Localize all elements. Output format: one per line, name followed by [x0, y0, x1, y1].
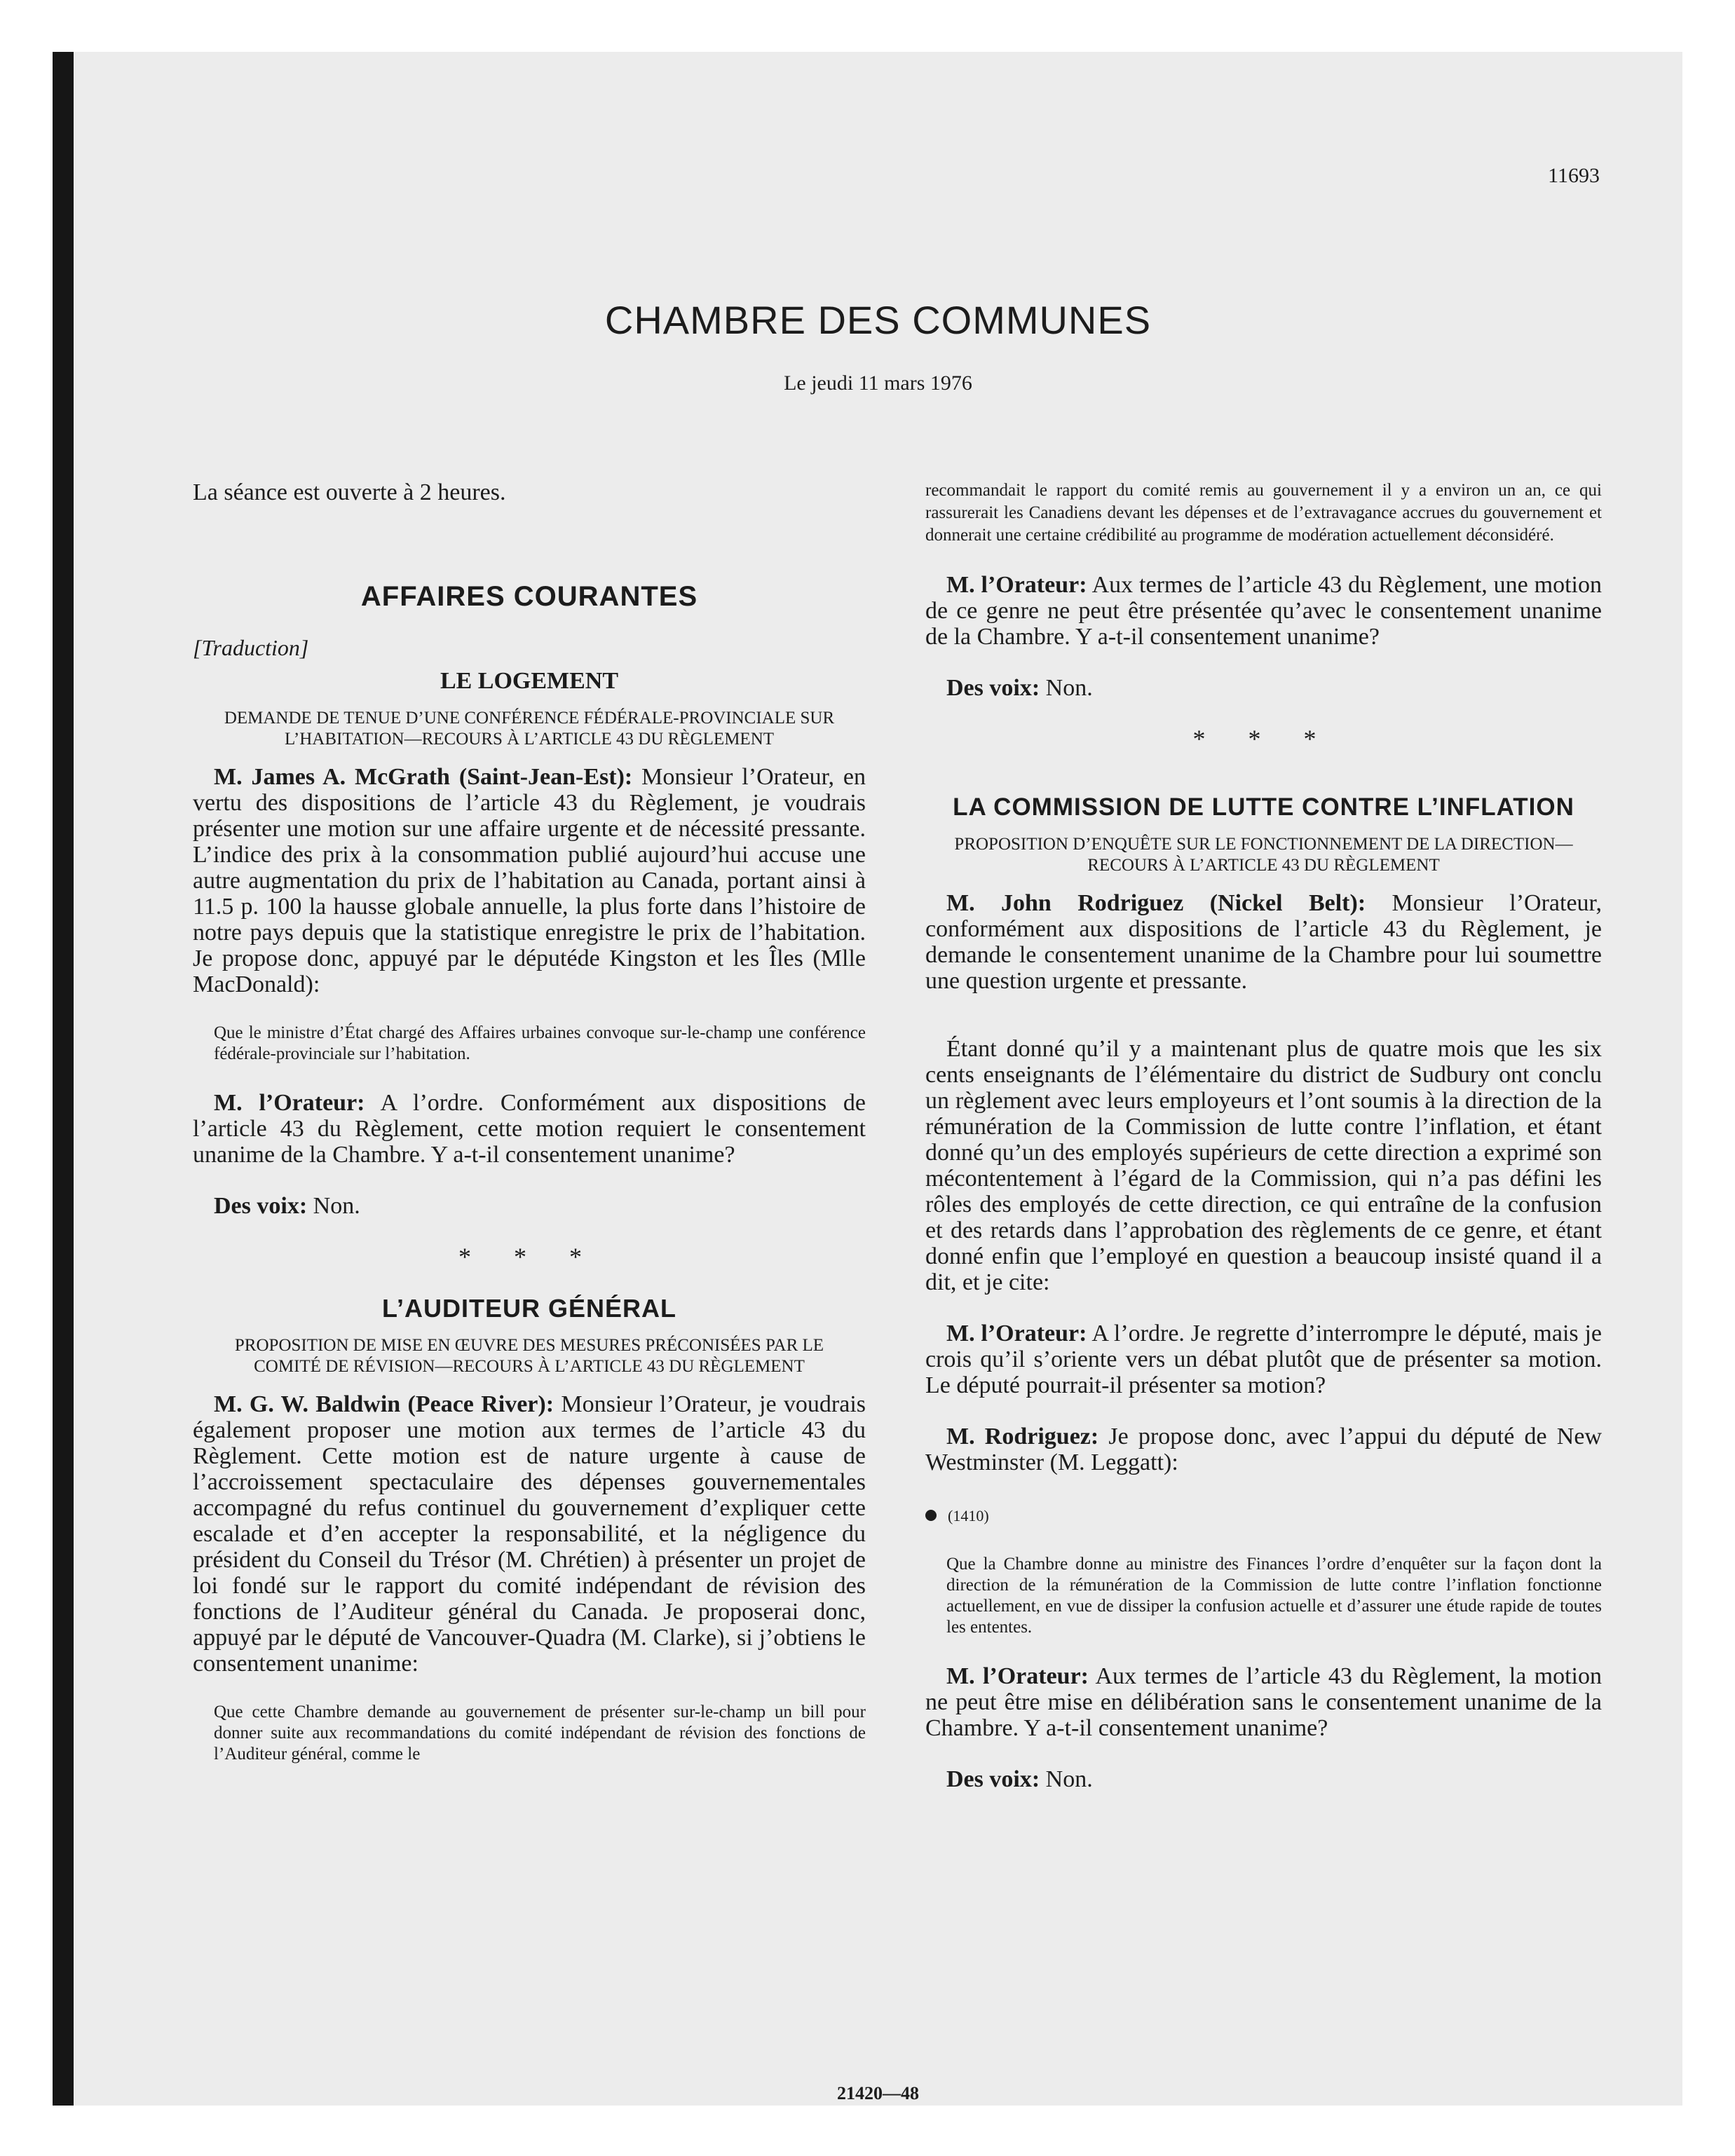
speech-text: Monsieur l’Orateur, conformément aux dispositions de l’article 43 du Règlement, je demande le consentement unanime de la Chambre pour lui soumettre une question urgente et pressante. — [925, 890, 1603, 994]
speech-text: Non. — [313, 1193, 360, 1219]
opening-line: La séance est ouverte à 2 heures. — [193, 479, 506, 505]
translation-note: [Traduction] — [193, 635, 309, 660]
sitting-date: Le jeudi 11 mars 1976 — [784, 371, 972, 395]
section-separator: * * * — [458, 1243, 600, 1271]
speaker-name: M. G. W. Baldwin (Peace River): — [214, 1391, 554, 1417]
speaker-name: Des voix: — [946, 1766, 1040, 1792]
right-column — [925, 479, 1602, 1792]
time-marker-row — [925, 1501, 1602, 1529]
page-number: 11693 — [1548, 164, 1600, 187]
speech-text: A l’ordre. Je regrette d’interrompre le député, mais je crois qu’il s’oriente vers un débat plutôt que de présenter sa motion. Le député pourrait-il présenter sa motion? — [925, 1321, 1602, 1398]
speaker-name: M. Rodriguez: — [946, 1424, 1099, 1449]
section-separator: * * * — [1192, 725, 1335, 753]
topic-title-logement: LE LOGEMENT — [440, 668, 619, 694]
orateur-speech-1 — [193, 1090, 866, 1168]
speech-text: Monsieur l’Orateur, en vertu des dispositions de l’article 43 du Règlement, je voudrais présenter une motion sur une affaire urgente et de nécessité pressante. L’indice des prix à la consommation publié aujourd’hui accuse une autre augmentation du prix de l’habitation au Canada, portant ainsi à 11.5 p. 100 la hausse globale annuelle, la plus forte dans l’histoire de notre pays depuis que la statistique enregistre le prix de l’habitation. Je propose donc, appuyé par le députéde Kingston et les Îles (Mlle MacDonald): — [193, 764, 866, 997]
topic-subtitle-logement: DEMANDE DE TENUE D’UNE CONFÉRENCE FÉDÉRALE-PROVINCIALE SUR L’HABITATION—RECOURS À L’ARTICLE 43 DU RÈGLEMENT — [224, 709, 835, 749]
speech-text: Je propose donc, avec l’appui du député de New Westminster (M. Leggatt): — [925, 1424, 1602, 1475]
speaker-name: M. l’Orateur: — [946, 1321, 1087, 1346]
speech-text: Monsieur l’Orateur, je voudrais également proposer une motion aux termes de l’article 43 du Règlement. Cette motion est de nature urgente à cause de l’accroissement spectaculaire des dépenses gouvernementales accompagné du refus continuel du gouvernement d’expliquer cette escalade et d’en accepter la responsabilité, et la négligence du président du Conseil du Trésor (M. Chrétien) à présenter un projet de loi fondé sur le rapport du comité indépendant de révision des fonctions de l’Auditeur général du Canada. Je proposerai donc, appuyé par le député de Vancouver-Quadra (M. Clarke), si j’obtiens le consentement unanime: — [193, 1391, 866, 1677]
mcgrath-speech — [193, 764, 866, 997]
bullet-icon — [925, 1510, 937, 1521]
footer-code: 21420—48 — [837, 2083, 919, 2103]
speaker-name: Des voix: — [214, 1193, 308, 1219]
document-page — [53, 52, 1682, 2106]
page-title: CHAMBRE DES COMMUNES — [604, 298, 1152, 342]
speaker-name: Des voix: — [946, 675, 1040, 701]
mcgrath-motion: Que le ministre d’État chargé des Affaires urbaines convoque sur-le-champ une conférence fédérale-provinciale sur l’habitation. — [214, 1023, 866, 1063]
orateur-speech-2 — [925, 572, 1602, 650]
rodriguez-speech — [925, 890, 1602, 994]
baldwin-motion-continued: recommandait le rapport du comité remis au gouvernement il y a environ un an, ce qui rassurerait les Canadiens devant les dépenses et de l’extravagance accrues du gouvernement et donnerait une certaine crédibilité au programme de modération actuellement déconsidéré. — [925, 481, 1602, 545]
speaker-name: M. l’Orateur: — [214, 1090, 365, 1116]
rodriguez-speech-2 — [925, 1424, 1602, 1475]
speaker-name: M. John Rodriguez (Nickel Belt): — [946, 890, 1366, 916]
topic-title-auditeur: L’AUDITEUR GÉNÉRAL — [381, 1294, 676, 1323]
rodriguez-motion: Que la Chambre donne au ministre des Finances l’ordre d’enquêter sur la façon dont la direction de la rémunération de la Commission de lutte contre l’inflation fonctionne actuellement, en vue de dissiper la confusion actuelle et d’assurer une étude rapide de toutes les ententes. — [946, 1555, 1602, 1637]
voices-reply-3 — [925, 1766, 1602, 1792]
orateur-speech-3 — [925, 1321, 1602, 1398]
speech-text: Aux termes de l’article 43 du Règlement, la motion ne peut être mise en délibération sans le consentement unanime de la Chambre. Y a-t-il consentement unanime? — [925, 1663, 1602, 1741]
time-marker: (1410) — [948, 1507, 989, 1524]
voices-reply-1 — [193, 1193, 866, 1219]
topic-subtitle-commission: PROPOSITION D’ENQUÊTE SUR LE FONCTIONNEMENT DE LA DIRECTION—RECOURS À L’ARTICLE 43 DU RÈGLEMENT — [954, 835, 1573, 875]
speaker-name: M. James A. McGrath (Saint-Jean-Est): — [214, 764, 633, 790]
speaker-name: M. l’Orateur: — [946, 572, 1087, 598]
speech-text: Non. — [1045, 675, 1093, 701]
baldwin-motion: Que cette Chambre demande au gouvernement de présenter sur-le-champ un bill pour donner suite aux recommandations du comité indépendant de révision des fonctions de l’Auditeur général, comme le — [214, 1703, 866, 1763]
rodriguez-paragraph-2: Étant donné qu’il y a maintenant plus de quatre mois que les six cents enseignants de l’élémentaire du district de Sudbury ont conclu un règlement avec leurs employeurs et l’ont soumis à la direction de la rémunération de la Commission de lutte contre l’inflation, et étant donné qu’un des employés supérieurs de cette direction a exprimé son mécontentement à l’égard de la Commission, qui n’a pas défini les rôles des employés de cette direction, ce qui entraîne de la confusion et des retards dans l’approbation des règlements de ce genre, et étant donné enfin que l’employé en question a beaucoup insisté quand il a dit, et je cite: — [925, 1036, 1602, 1295]
speech-text: A l’ordre. Conformément aux dispositions de l’article 43 du Règlement, cette motion requiert le consentement unanime de la Chambre. Y a-t-il consentement unanime? — [193, 1090, 866, 1168]
speech-text: Non. — [1045, 1766, 1093, 1792]
topic-title-commission: LA COMMISSION DE LUTTE CONTRE L’INFLATION — [953, 793, 1574, 821]
section-title-affaires-courantes: AFFAIRES COURANTES — [360, 581, 698, 612]
speech-text: Aux termes de l’article 43 du Règlement, une motion de ce genre ne peut être présentée qu’avec le consentement unanime de la Chambre. Y a-t-il consentement unanime? — [925, 572, 1602, 650]
orateur-speech-4 — [925, 1663, 1602, 1741]
voices-reply-2 — [925, 675, 1602, 701]
speaker-name: M. l’Orateur: — [946, 1663, 1089, 1689]
topic-subtitle-auditeur: PROPOSITION DE MISE EN ŒUVRE DES MESURES PRÉCONISÉES PAR LE COMITÉ DE RÉVISION—RECOURS À L’ARTICLE 43 DU RÈGLEMENT — [234, 1336, 824, 1376]
left-column — [193, 479, 866, 1765]
baldwin-speech — [193, 1391, 866, 1677]
